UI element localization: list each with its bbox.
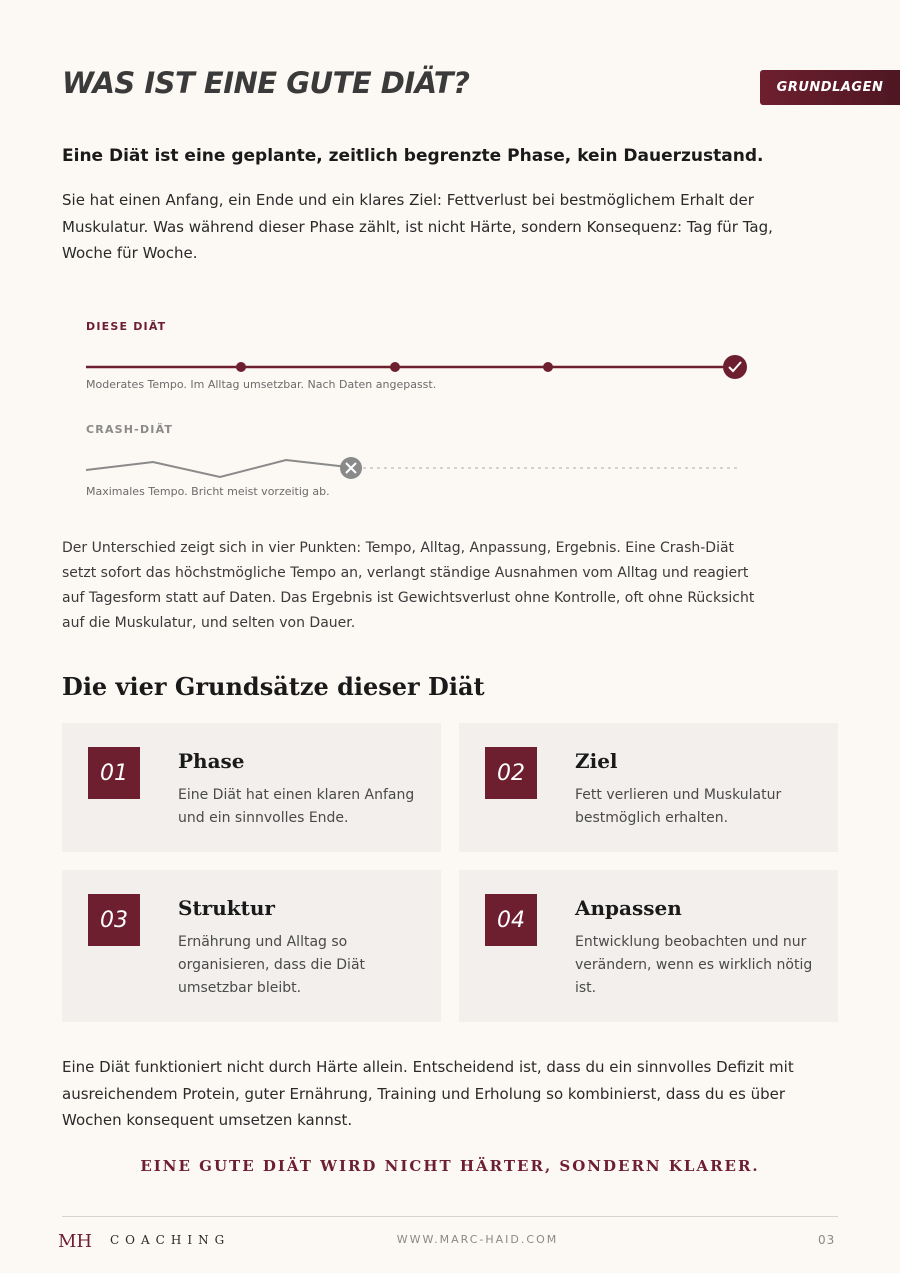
milestone-dot	[236, 362, 246, 372]
principle-number: 02	[485, 747, 537, 799]
this-diet-label: DIESE DIÄT	[86, 320, 167, 333]
motto: EINE GUTE DIÄT WIRD NICHT HÄRTER, SONDERN KLARER.	[140, 1157, 760, 1175]
check-icon	[723, 355, 747, 379]
principle-card-anpassen	[459, 870, 838, 1022]
principle-title: Ziel	[575, 749, 618, 773]
closing-paragraph: Eine Diät funktioniert nicht durch Härte allein. Entscheidend ist, dass du ein sinnvolles Defizit mit ausreichendem Protein, guter Ernährung, Training und Erholung so kombinierst, dass du es über Wochen konsequent umsetzen kannst.	[62, 1058, 794, 1129]
crash-diet-track	[80, 452, 760, 484]
principle-card-struktur	[62, 870, 441, 1022]
x-icon	[340, 457, 362, 479]
principle-title: Anpassen	[575, 896, 682, 920]
crash-diet-caption: Maximales Tempo. Bricht meist vorzeitig ab.	[86, 485, 330, 498]
page-title: WAS IST EINE GUTE DIÄT?	[62, 66, 470, 100]
this-diet-caption: Moderates Tempo. Im Alltag umsetzbar. Nach Daten angepasst.	[86, 378, 437, 391]
difference-paragraph: Der Unterschied zeigt sich in vier Punkten: Tempo, Alltag, Anpassung, Ergebnis. Eine Crash-Diät setzt sofort das höchstmögliche Tempo an, verlangt ständige Ausnahmen vom Alltag und reagiert auf Tagesform statt auf Daten. Das Ergebnis ist Gewichtsverlust ohne Kontrolle, oft ohne Rücksicht auf die Muskulatur, und selten von Dauer.	[62, 540, 755, 631]
section-badge: GRUNDLAGEN	[760, 70, 900, 105]
lead-statement: Eine Diät ist eine geplante, zeitlich begrenzte Phase, kein Dauerzustand.	[62, 146, 764, 166]
principle-number: 03	[88, 894, 140, 946]
principle-text: Fett verlieren und Muskulatur bestmöglich erhalten.	[575, 787, 782, 826]
milestone-dot	[543, 362, 553, 372]
principle-number: 01	[88, 747, 140, 799]
logo-letters: MH	[58, 1230, 93, 1252]
principle-card-ziel	[459, 723, 838, 852]
logo-wordmark: COACHING	[110, 1233, 231, 1247]
principle-title: Phase	[178, 749, 245, 773]
principle-text: Ernährung und Alltag so organisieren, dass die Diät umsetzbar bleibt.	[178, 934, 366, 996]
principle-card-phase	[62, 723, 441, 852]
principle-text: Eine Diät hat einen klaren Anfang und ein sinnvolles Ende.	[178, 787, 415, 826]
principle-title: Struktur	[178, 896, 275, 920]
principle-number: 04	[485, 894, 537, 946]
crash-diet-line	[86, 460, 348, 477]
principle-text: Entwicklung beobachten und nur verändern, wenn es wirklich nötig ist.	[575, 934, 813, 996]
milestone-dot	[390, 362, 400, 372]
intro-paragraph: Sie hat einen Anfang, ein Ende und ein klares Ziel: Fettverlust bei bestmöglichem Erhalt der Muskulatur. Was während dieser Phase zählt, ist nicht Härte, sondern Konsequenz: Tag für Tag, Woche für Woche.	[62, 191, 773, 262]
footer-url: WWW.MARC-HAID.COM	[396, 1233, 559, 1246]
crash-diet-label: CRASH-DIÄT	[86, 423, 174, 436]
principles-title: Die vier Grundsätze dieser Diät	[62, 672, 485, 701]
footer-divider	[62, 1216, 838, 1217]
page-number: 03	[818, 1233, 836, 1247]
